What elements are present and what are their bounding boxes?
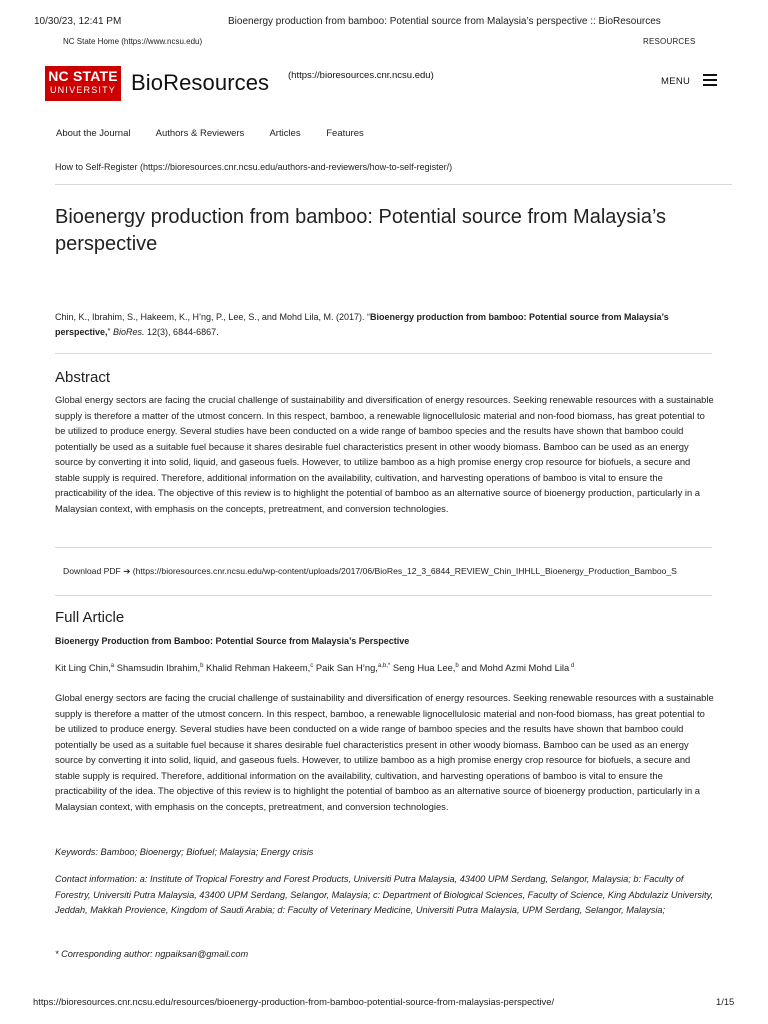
print-page-title: Bioenergy production from bamboo: Potential source from Malaysia’s perspective :: BioResources: [228, 16, 661, 27]
contact-information: Contact information: a: Institute of Tropical Forestry and Forest Products, Universiti Putra Malaysia, 43400 UPM Serdang, Selangor, Malaysia; b: Faculty of Forestry, Universiti Putra Malaysia, 43400 UPM Serdang, Selangor, Malaysia; c: Department of Biological Sciences, Faculty of Science, King Abdulaziz University, Jeddah, Makkah Provience, Kingdom of Saudi Arabia; d: Faculty of Veterinary Medicine, Universiti Putra Malaysia, UPM Serdang, Selangor, Malaysia;: [55, 874, 714, 915]
citation-title: Bioenergy production from bamboo: Potential source from Malaysia’s perspective,: [55, 312, 669, 337]
author-name: Paik San H’ng,: [313, 662, 378, 673]
citation: [55, 310, 715, 340]
arrow-right-icon: ➔: [123, 566, 131, 576]
body-abstract-text: Global energy sectors are facing the crucial challenge of sustainability and diversification of energy resources. Seeking renewable resources with a sustainable supply is therefore a matter of the utmost concern. In this respect, bamboo, a renewable lignocellulosic material and non-food biomass, has great potential to be utilized to produce energy. Several studies have been conducted on a wide range of bamboo species and the results have shown that bamboo could potentially be used as a suitable fuel because it shares desirable fuel characteristics present in other woody biomass. Bamboo can be used as an energy source by converting it into solid, liquid, and gaseous fuels. However, to utilize bamboo as a high promise energy crop resource for biofuels, a secure and stable supply is required. Therefore, additional information on the availability, cultivation, and harvesting operations of bamboo is vital to ensure the practicability of the idea. The objective of this review is to highlight the potential of bamboo as an alternative source of bioenergy production, particularly in a Malaysian context, with emphasis on the concepts, pretreatment, and conversion technologies.: [55, 692, 714, 812]
author-list: [55, 662, 574, 673]
full-article-subtitle: Bioenergy Production from Bamboo: Potential Source from Malaysia’s Perspective: [55, 636, 410, 646]
site-brand-url[interactable]: (https://bioresources.cnr.ncsu.edu): [288, 70, 434, 81]
resources-link[interactable]: RESOURCES: [643, 37, 696, 46]
divider: [55, 184, 732, 185]
author-name: Seng Hua Lee,: [390, 662, 456, 673]
menu-button-label[interactable]: MENU: [661, 76, 691, 87]
nav-authors-reviewers[interactable]: Authors & Reviewers: [155, 128, 245, 139]
main-nav: [56, 128, 387, 139]
divider: [55, 595, 712, 596]
author-affiliation: b: [200, 662, 204, 669]
nav-features[interactable]: Features: [326, 128, 364, 139]
divider: [55, 353, 712, 354]
hamburger-icon[interactable]: [703, 74, 717, 86]
abstract-heading: Abstract: [55, 369, 111, 386]
print-header: [0, 16, 768, 30]
author-name: Khalid Rehman Hakeem,: [203, 662, 311, 673]
page-number: 1/15: [716, 996, 735, 1007]
nav-articles[interactable]: Articles: [269, 128, 301, 139]
citation-quote: ”: [107, 327, 114, 337]
self-register-link[interactable]: How to Self-Register (https://bioresources.cnr.ncsu.edu/authors-and-reviewers/how-to-self-register/): [55, 162, 453, 172]
author-name: and Mohd Azmi Mohd Lila: [458, 662, 570, 673]
utility-bar: [0, 37, 768, 51]
citation-rest: 12(3), 6844-6867.: [144, 327, 219, 337]
author-affiliation: a,b,*: [377, 662, 391, 669]
keywords: Keywords: Bamboo; Bioenergy; Biofuel; Malaysia; Energy crisis: [55, 847, 314, 857]
author-name: Kit Ling Chin,: [55, 662, 111, 673]
logo-line-2: UNIVERSITY: [49, 85, 116, 95]
abstract-text: Global energy sectors are facing the crucial challenge of sustainability and diversification of energy resources. Seeking renewable resources with a sustainable supply is therefore a matter of the utmost concern. In this respect, bamboo, a renewable lignocellulosic material and non-food biomass, has great potential to be utilized to produce energy. Several studies have been conducted on a wide range of bamboo species and the results have shown that bamboo could potentially be used as a suitable fuel because it shares desirable fuel characteristics present in other woody biomass. Bamboo can be used as an energy source by converting it into solid, liquid, and gaseous fuels. However, to utilize bamboo as a high promise energy crop resource for biofuels, a secure and stable supply is required. Therefore, additional information on the availability, cultivation, and harvesting operations of bamboo is vital to ensure the practicability of the idea. The objective of this review is to highlight the potential of bamboo as an alternative source of bioenergy production, particularly in a Malaysian context, with emphasis on the concepts, pretreatment, and conversion technologies.: [55, 394, 714, 514]
nav-about-journal[interactable]: About the Journal: [56, 128, 131, 139]
print-datetime: 10/30/23, 12:41 PM: [34, 16, 122, 27]
logo-line-1: NC STATE: [48, 68, 118, 84]
corresponding-author: * Corresponding author: ngpaiksan@gmail.com: [55, 949, 249, 959]
author-name: Shamsudin Ibrahim,: [114, 662, 201, 673]
author-affiliation: a: [110, 662, 115, 669]
author-affiliation: b: [455, 662, 459, 669]
download-pdf-url[interactable]: (https://bioresources.cnr.ncsu.edu/wp-content/uploads/2017/06/BioRes_12_3_6844_REVIEW_Chin_IHHLL_Bioenergy_Production_Bamboo_S: [132, 566, 677, 576]
ncstate-logo[interactable]: [45, 66, 121, 101]
site-brand[interactable]: BioResources: [131, 70, 270, 95]
download-pdf-row: [63, 566, 677, 577]
author-affiliation: d: [569, 662, 575, 669]
author-affiliation: c: [310, 662, 314, 669]
citation-authors: Chin, K., Ibrahim, S., Hakeem, K., H’ng, P., Lee, S., and Mohd Lila, M. (2017). “: [55, 312, 370, 322]
full-article-heading: Full Article: [55, 609, 125, 626]
ncsu-home-link[interactable]: NC State Home (https://www.ncsu.edu): [63, 37, 203, 46]
download-pdf-link[interactable]: Download PDF: [63, 566, 121, 576]
article-title: Bioenergy production from bamboo: Potential source from Malaysia’s perspective: [55, 206, 667, 255]
divider: [55, 547, 712, 548]
citation-journal: BioRes.: [113, 327, 145, 337]
footer-url: https://bioresources.cnr.ncsu.edu/resources/bioenergy-production-from-bamboo-potential-source-from-malaysias-perspective/: [33, 996, 555, 1007]
